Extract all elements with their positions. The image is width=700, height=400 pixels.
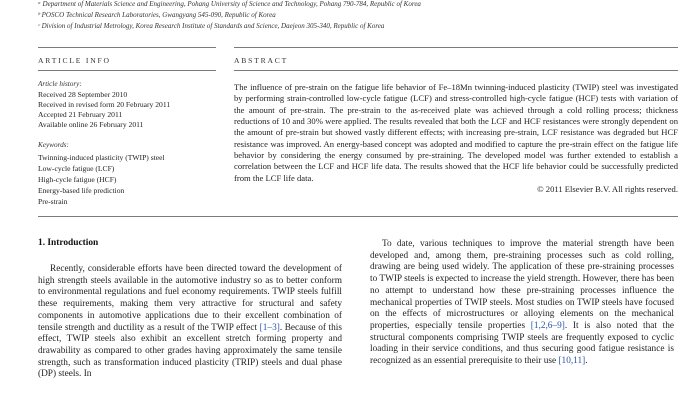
- keyword-item: High-cycle fatigue (HCF): [38, 175, 117, 184]
- history-online: Available online 26 February 2011: [38, 120, 144, 129]
- affiliation-b: ᵇ POSCO Technical Research Laboratories, Gwangyang 545-090, Republic of Korea: [38, 11, 276, 19]
- intro-paragraph: [38, 264, 342, 381]
- article-info-top-rule: [38, 47, 216, 48]
- copyright-line: © 2011 Elsevier B.V. All rights reserved.: [537, 184, 678, 195]
- intro-left-column: [38, 264, 342, 381]
- intro-paragraph: [370, 239, 674, 368]
- citation-link[interactable]: [1,2,6–9]: [530, 320, 565, 331]
- intro-text: Recently, considerable efforts have been directed toward the development of high strength steels available in the automotive industry so as to better conform to environmental regulations and fuel economy requirements. TWIP steels fulfill these requirements, making them very attractive for structural and safety components in automotive applications due to their excellent combination of tensile strength and ductility as a result of the TWIP effect: [38, 264, 342, 333]
- intro-text: . Because of this effect, TWIP steels also exhibit an excellent stretch forming property and drawability as compared to other grades having approximately the same tensile strength, such as transformation induced plasticity (TRIP) steels and dual phase (DP) steels. In: [38, 322, 342, 380]
- history-accepted: Accepted 21 February 2011: [38, 110, 123, 119]
- keywords-label: Keywords:: [38, 141, 69, 149]
- history-received: Received 28 September 2010: [38, 90, 128, 99]
- article-history-label: Article history:: [38, 80, 82, 88]
- intro-right-column: [370, 239, 674, 368]
- abstract-rule: [234, 70, 678, 71]
- keyword-item: Pre-strain: [38, 197, 68, 206]
- abstract-text: The influence of pre-strain on the fatigue life behavior of Fe–18Mn twinning-induced plasticity (TWIP) steel was investigated by performing strain-controlled low-cycle fatigue (LCF) and stress-controlled high-cycle fatigue (HCF) tests with variation of the amount of pre-strain. The pre-strain to the as-received plate was achieved through a cold rolling process; thickness reductions of 10 and 30% were applied. The results revealed that both the LCF and HCF resistances were strongly dependent on the amount of pre-strain but showed vastly different effects; with increasing pre-strain, LCF resistance was degraded but HCF resistance was improved. An energy-based concept was adopted and modified to capture the pre-strain effect on the fatigue life behavior by considering the energy consumed by pre-straining. The developed model was further extended to establish a correlation between the LCF and HCF life data. The results showed that the HCF life behavior could be successfully predicted from the LCF life data.: [234, 82, 678, 183]
- article-info-heading: ARTICLE INFO: [38, 56, 111, 65]
- abstract-top-rule: [234, 47, 678, 48]
- introduction-heading: 1. Introduction: [38, 238, 99, 248]
- keyword-item: Low-cycle fatigue (LCF): [38, 164, 115, 173]
- article-info-rule: [38, 70, 216, 71]
- abstract-body: [234, 82, 678, 195]
- keyword-item: Energy-based life prediction: [38, 186, 125, 195]
- affiliation-c: ᶜ Division of Industrial Metrology, Korea Research Institute of Standards and Science, Daejeon 305-340, Republic of Korea: [38, 22, 385, 30]
- intro-text: .: [585, 356, 588, 367]
- front-matter-bottom-rule: [38, 216, 678, 217]
- affiliation-a: ᵃ Department of Materials Science and Engineering, Pohang University of Science and Technology, Pohang 790-784, Republic of Korea: [38, 0, 421, 8]
- history-revised: Received in revised form 20 February 2011: [38, 100, 171, 109]
- citation-link[interactable]: [10,11]: [558, 356, 586, 367]
- citation-link[interactable]: [1–3]: [259, 322, 280, 333]
- keyword-item: Twinning-induced plasticity (TWIP) steel: [38, 153, 165, 162]
- abstract-heading: ABSTRACT: [234, 56, 289, 65]
- intro-text: To date, various techniques to improve the material strength have been developed and, among them, pre-straining processes such as cold rolling, drawing are being used widely. The application of these pre-straining processes to TWIP steels is expected to increase the yield strength. However, there has been no attempt to understand how these pre-straining processes influence the mechanical properties of TWIP steels. Most studies on TWIP steels have focused on the effects of microstructures or alloying elements on the mechanical properties, especially tensile properties: [370, 239, 674, 331]
- intro-text: . It is also noted that the structural components comprising TWIP steels are frequently exposed to cyclic loading in their service conditions, and thus securing good fatigue resistance is recognized as an essential prerequisite to their use: [370, 320, 674, 367]
